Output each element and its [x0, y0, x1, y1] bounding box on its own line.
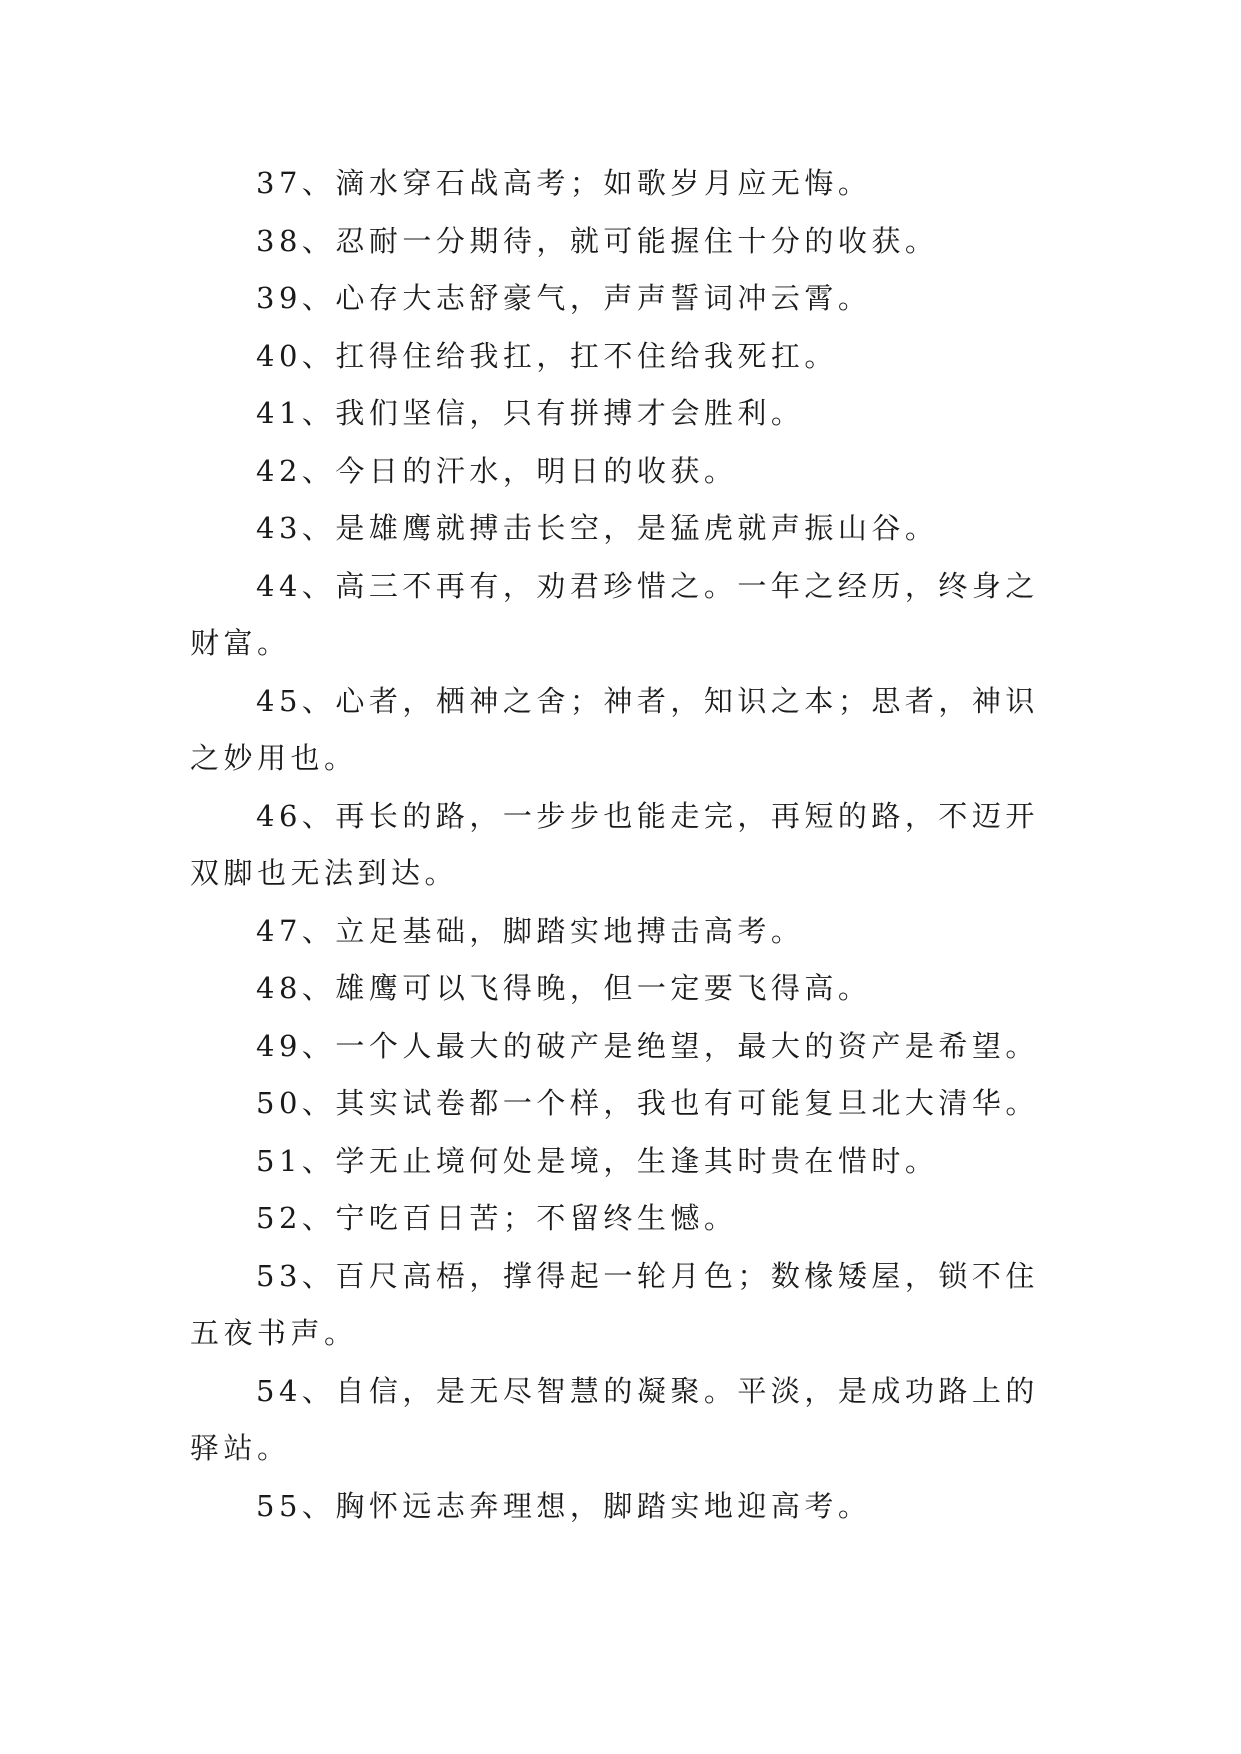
- list-item-45: 45、心者，栖神之舍；神者，知识之本；思者，神识之妙用也。: [190, 683, 1039, 775]
- list-item-55: 55、胸怀远志奔理想，脚踏实地迎高考。: [256, 1488, 872, 1523]
- list-item-47: 47、立足基础，脚踏实地搏击高考。: [256, 913, 805, 948]
- list-item-48: 48、雄鹰可以飞得晚，但一定要飞得高。: [256, 971, 872, 1005]
- list-item-37: 37、滴水穿石战高考；如歌岁月应无悔。: [256, 166, 872, 200]
- list-item-53: 53、百尺高梧，撑得起一轮月色；数椽矮屋，锁不住五夜书声。: [190, 1258, 1039, 1350]
- list-item-41: 41、我们坚信，只有拼搏才会胜利。: [256, 396, 805, 430]
- list-item-49: 49、一个人最大的破产是绝望，最大的资产是希望。: [256, 1028, 1039, 1063]
- list-item-52: 52、宁吃百日苦；不留终生憾。: [256, 1201, 738, 1235]
- document-page: [190, 155, 1045, 1535]
- list-item-46: 46、再长的路，一步步也能走完，再短的路，不迈开双脚也无法到达。: [190, 798, 1039, 890]
- list-item-42: 42、今日的汗水，明日的收获。: [256, 453, 738, 488]
- list-item-51: 51、学无止境何处是境，生逢其时贵在惜时。: [256, 1143, 939, 1178]
- list-item-38: 38、忍耐一分期待，就可能握住十分的收获。: [256, 223, 939, 258]
- list-item-44: 44、高三不再有，劝君珍惜之。一年之经历，终身之财富。: [190, 568, 1039, 660]
- list-item-40: 40、扛得住给我扛，扛不住给我死扛。: [256, 338, 838, 373]
- list-item-39: 39、心存大志舒豪气，声声誓词冲云霄。: [256, 281, 872, 315]
- list-item-50: 50、其实试卷都一个样，我也有可能复旦北大清华。: [256, 1086, 1039, 1120]
- list-item-54: 54、自信，是无尽智慧的凝聚。平淡，是成功路上的驿站。: [190, 1373, 1039, 1465]
- list-item-43: 43、是雄鹰就搏击长空，是猛虎就声振山谷。: [256, 511, 939, 545]
